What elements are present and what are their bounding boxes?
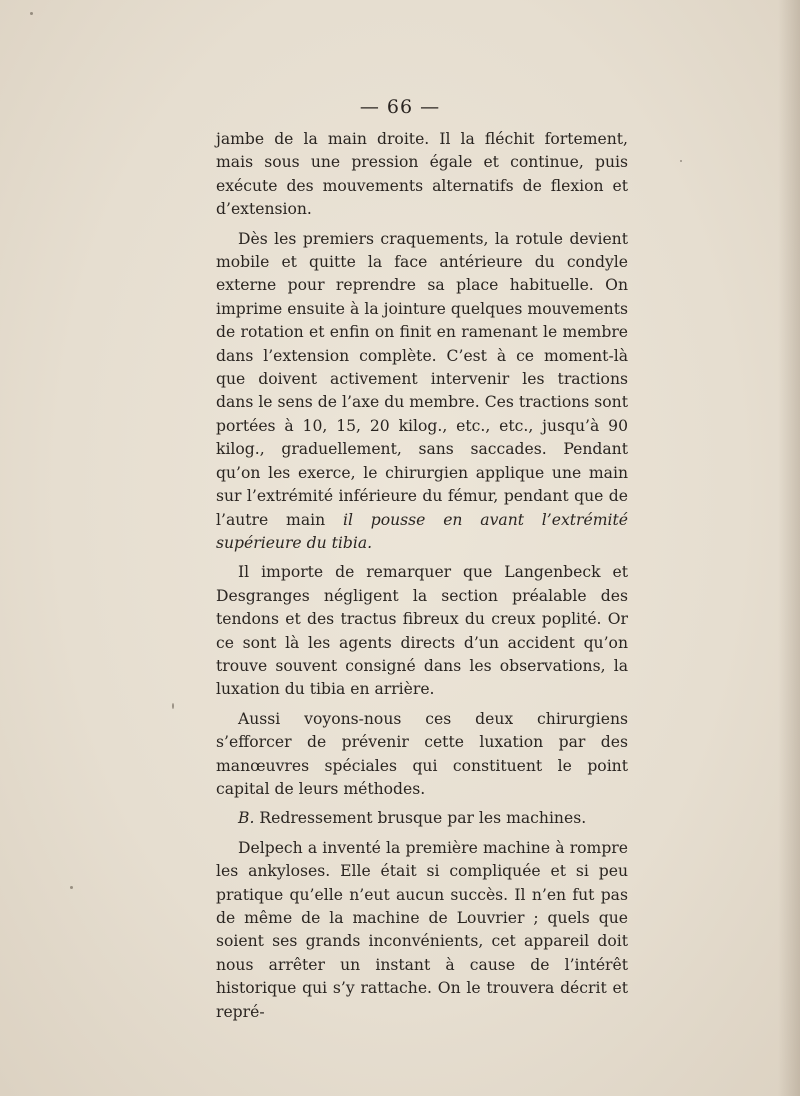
paragraph-procedure-text: Dès les premiers craquements, la rotule devient mobile et quitte la face antérieure du condyle externe pour reprendre sa place habituelle. On imprime ensuite à la jointure quelques mouvements de rotation et enfin on finit en ramenant le membre dans l’extension complète. C’est à ce moment-là que doivent activement intervenir les tractions dans le sens de l’axe du membre. Ces tractions sont portées à 10, 15, 20 kilog., etc., etc., jusqu’à 90 kilog., graduellement, sans saccades. Pendant qu’on les exerce, le chirurgien applique une main sur l’extrémité inférieure du fémur, pendant que de l’autre main xyxy=(216,229,628,529)
section-heading xyxy=(216,807,628,830)
section-letter: B. xyxy=(238,809,255,828)
paragraph-procedure xyxy=(216,228,628,556)
body-text xyxy=(216,128,628,1030)
paragraph-prevention: Aussi voyons-nous ces deux chirurgiens s’efforcer de prévenir cette luxation par des manœuvres spéciales qui constituent le point capital de leurs méthodes. xyxy=(216,709,628,798)
section-title: Redressement brusque par les machines. xyxy=(254,809,587,828)
page-edge-shadow xyxy=(778,0,800,1096)
paper-speck xyxy=(30,12,33,15)
paper-speck xyxy=(70,886,73,889)
paper-speck xyxy=(680,160,682,162)
paragraph-remark: Il importe de remarquer que Langenbeck et Desgranges négligent la section préalable des tendons et des tractus fibreux du creux poplité. Or ce sont là les agents directs d’un accident qu’on trouve souvent consigné dans les observations, la luxation du tibia en arrière. xyxy=(216,563,628,699)
paragraph-continuation: jambe de la main droite. Il la fléchit fortement, mais sous une pression égale et continue, puis exécute des mouvements alternatifs de flexion et d’extension. xyxy=(216,130,628,219)
paragraph-procedure-italic: il pousse en avant l’extrémité supérieure du tibia. xyxy=(216,510,628,552)
page-number: — 66 — xyxy=(359,96,441,118)
paper-speck xyxy=(172,703,174,709)
paragraph-machines: Delpech a inventé la première machine à rompre les ankyloses. Elle était si compliquée et si peu pratique qu’elle n’eut aucun succès. Il n’en fut pas de même de la machine de Louvrier ; quels que soient ses grands inconvénients, cet appareil doit nous arrêter un instant à cause de l’intérêt historique qui s’y rattache. On le trouvera décrit et repré- xyxy=(216,838,628,1021)
